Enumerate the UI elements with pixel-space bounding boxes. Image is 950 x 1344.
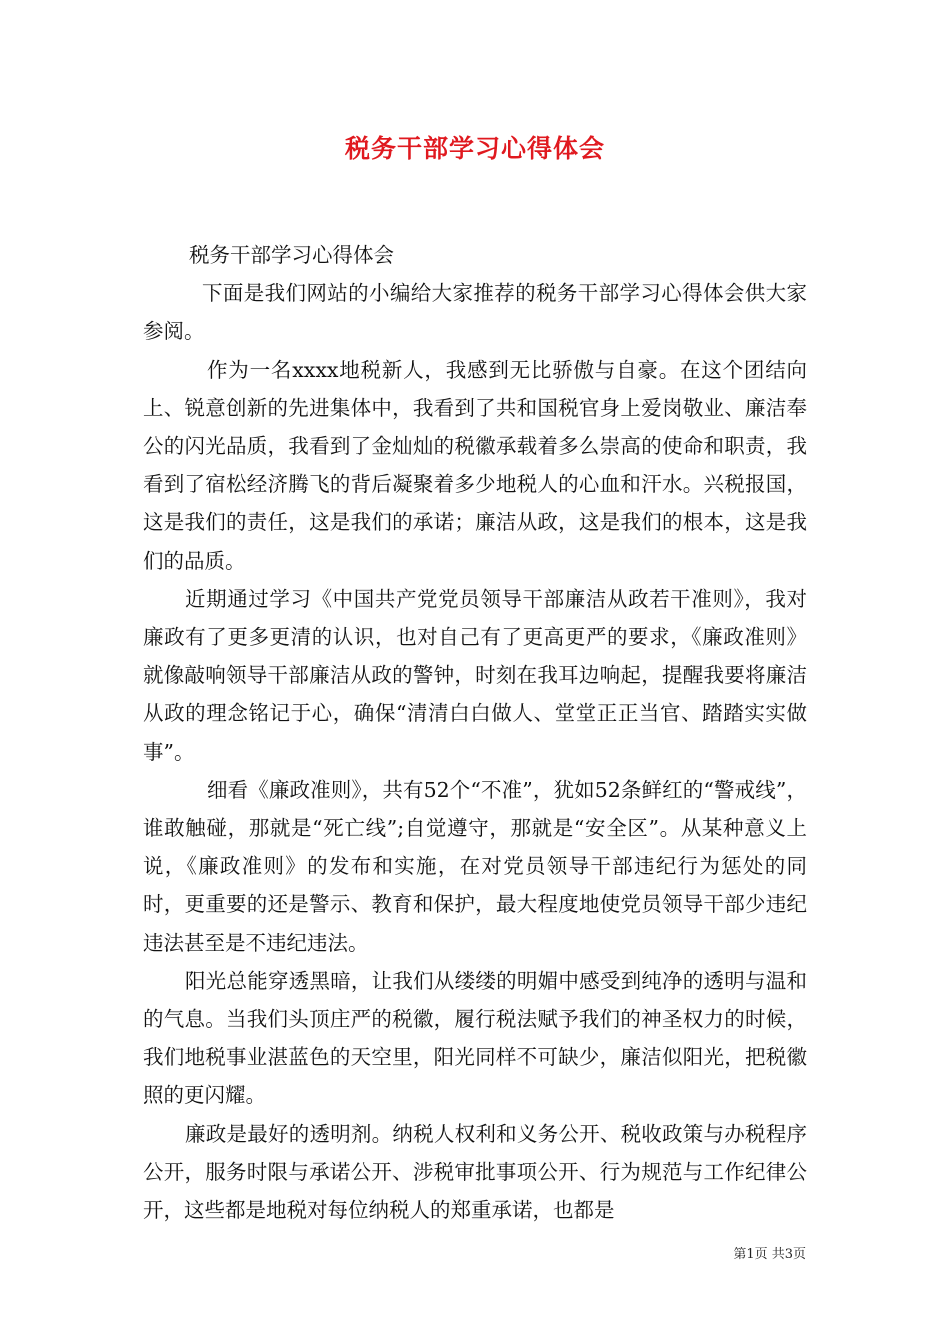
paragraph: 作为一名xxxx地税新人，我感到无比骄傲与自豪。在这个团结向上、锐意创新的先进集体中，我看到了共和国税官身上爱岗敬业、廉洁奉公的闪光品质，我看到了金灿灿的税徽承载着多么崇高的使命和职责，我看到了宿松经济腾飞的背后凝聚着多少地税人的心血和汗水。兴税报国，这是我们的责任，这是我们的承诺；廉洁从政，这是我们的根本，这是我们的品质。	[143, 357, 807, 573]
page-indicator: 第1页 共3页	[733, 1247, 806, 1262]
paragraph: 细看《廉政准则》，共有52个“不准”，犹如52条鲜红的“警戒线”，谁敢触碰，那就是“死亡线”;自觉遵守，那就是“安全区”。从某种意义上说，《廉政准则》的发布和实施，在对党员领导干部违纪行为惩处的同时，更重要的还是警示、教育和保护，最大程度地使党员领导干部少违纪违法甚至是不违纪违法。	[143, 777, 807, 955]
paragraph: 廉政是最好的透明剂。纳税人权利和义务公开、税收政策与办税程序公开，服务时限与承诺公开、涉税审批事项公开、行为规范与工作纪律公开，这些都是地税对每位纳税人的郑重承诺，也都是	[143, 1121, 807, 1223]
paragraph: 近期通过学习《中国共产党党员领导干部廉洁从政若干准则》，我对廉政有了更多更清的认识，也对自己有了更高更严的要求，《廉政准则》就像敲响领导干部廉洁从政的警钟，时刻在我耳边响起，提醒我要将廉洁从政的理念铭记于心，确保“清清白白做人、堂堂正正当官、踏踏实实做事”。	[143, 586, 807, 764]
document-title: 税务干部学习心得体会	[344, 134, 605, 163]
document-body	[143, 236, 807, 1229]
paragraph: 阳光总能穿透黑暗，让我们从缕缕的明媚中感受到纯净的透明与温和的气息。当我们头顶庄严的税徽，履行税法赋予我们的神圣权力的时候，我们地税事业湛蓝色的天空里，阳光同样不可缺少，廉洁似阳光，把税徽照的更闪耀。	[143, 968, 807, 1108]
document-subtitle: 税务干部学习心得体会	[189, 243, 394, 267]
paragraph-intro: 下面是我们网站的小编给大家推荐的税务干部学习心得体会供大家参阅。	[143, 281, 807, 344]
